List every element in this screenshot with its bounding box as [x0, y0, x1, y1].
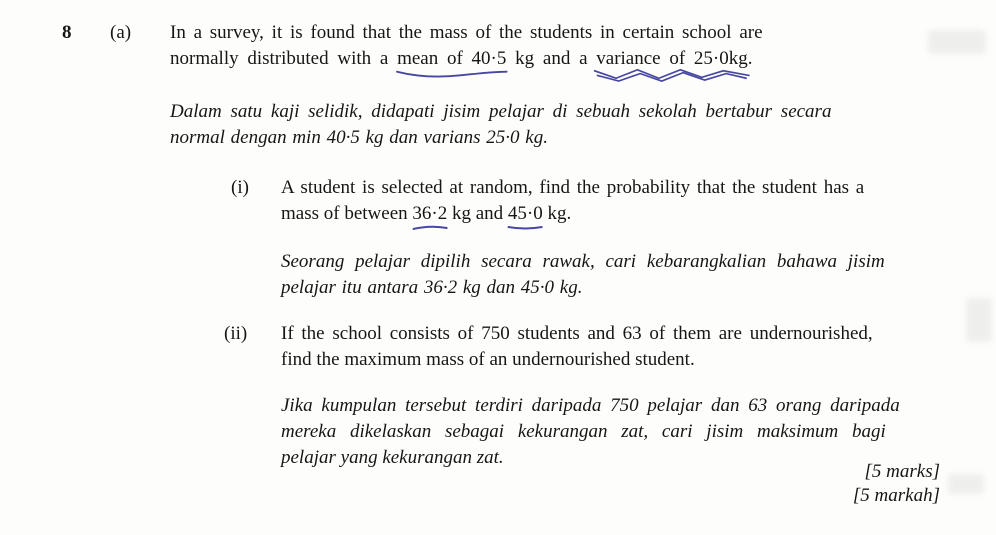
item-i-malay-line2: pelajar itu antara 36·2 kg dan 45·0 kg. [281, 277, 583, 298]
scan-artifact [966, 298, 992, 342]
item-i-line2-pre: mass of between [281, 203, 413, 224]
mean-value-annotated [397, 46, 506, 72]
scan-artifact [928, 30, 986, 54]
item-ii-english-line2: find the maximum mass of an undernourished student. [281, 349, 695, 370]
variance-value-annotated [596, 46, 748, 72]
intro-english-line2 [170, 46, 753, 72]
item-i-line2-end: kg. [542, 203, 572, 224]
lower-bound-annotated [412, 201, 447, 227]
upper-bound-annotated [508, 201, 543, 227]
item-i-label: (i) [231, 177, 249, 198]
mean-value-text: mean of 40·5 [397, 48, 507, 69]
item-i-line2-mid: kg and [447, 203, 508, 224]
intro-line2-mid: kg and a [506, 48, 597, 69]
item-ii-malay-line3: pelajar yang kekurangan zat. [281, 447, 504, 468]
pen-underline-mean-icon [395, 68, 509, 79]
intro-english-line1: In a survey, it is found that the mass of the students in certain school are [170, 22, 763, 43]
part-label-a: (a) [110, 22, 132, 43]
item-i-malay-line1: Seorang pelajar dipilih secara rawak, cari kebarangkalian bahawa jisim [281, 251, 885, 272]
question-number: 8 [62, 22, 72, 43]
item-i-english-line2 [281, 201, 571, 227]
item-ii-label: (ii) [224, 323, 248, 344]
intro-malay-line1: Dalam satu kaji selidik, didapati jisim pelajar di sebuah sekolah bertabur secara [170, 101, 832, 122]
marks-malay: [5 markah] [852, 485, 940, 506]
marks-english: [5 marks] [864, 461, 940, 482]
pen-underline-lower-bound-icon [412, 224, 448, 232]
item-ii-malay-line2: mereka dikelaskan sebagai kekurangan zat, cari jisim maksimum bagi [281, 421, 886, 442]
item-ii-malay-line1: Jika kumpulan tersebut terdiri daripada 750 pelajar dan 63 orang daripada [281, 395, 900, 416]
variance-value-text: variance of 25·0kg [596, 48, 748, 69]
intro-line2-end: . [747, 48, 753, 69]
item-i-english-line1: A student is selected at random, find the probability that the student has a [281, 177, 865, 198]
pen-zigzag-variance-icon [593, 67, 751, 82]
upper-bound-text: 45·0 [507, 203, 543, 224]
item-ii-english-line1: If the school consists of 750 students and 63 of them are undernourished, [281, 323, 873, 344]
pen-underline-upper-bound-icon [507, 224, 543, 232]
intro-malay-line2: normal dengan min 40·5 kg dan varians 25·0 kg. [170, 127, 548, 148]
intro-line2-pre: normally distributed with a [170, 48, 398, 69]
scan-artifact [948, 474, 984, 494]
lower-bound-text: 36·2 [412, 203, 448, 224]
